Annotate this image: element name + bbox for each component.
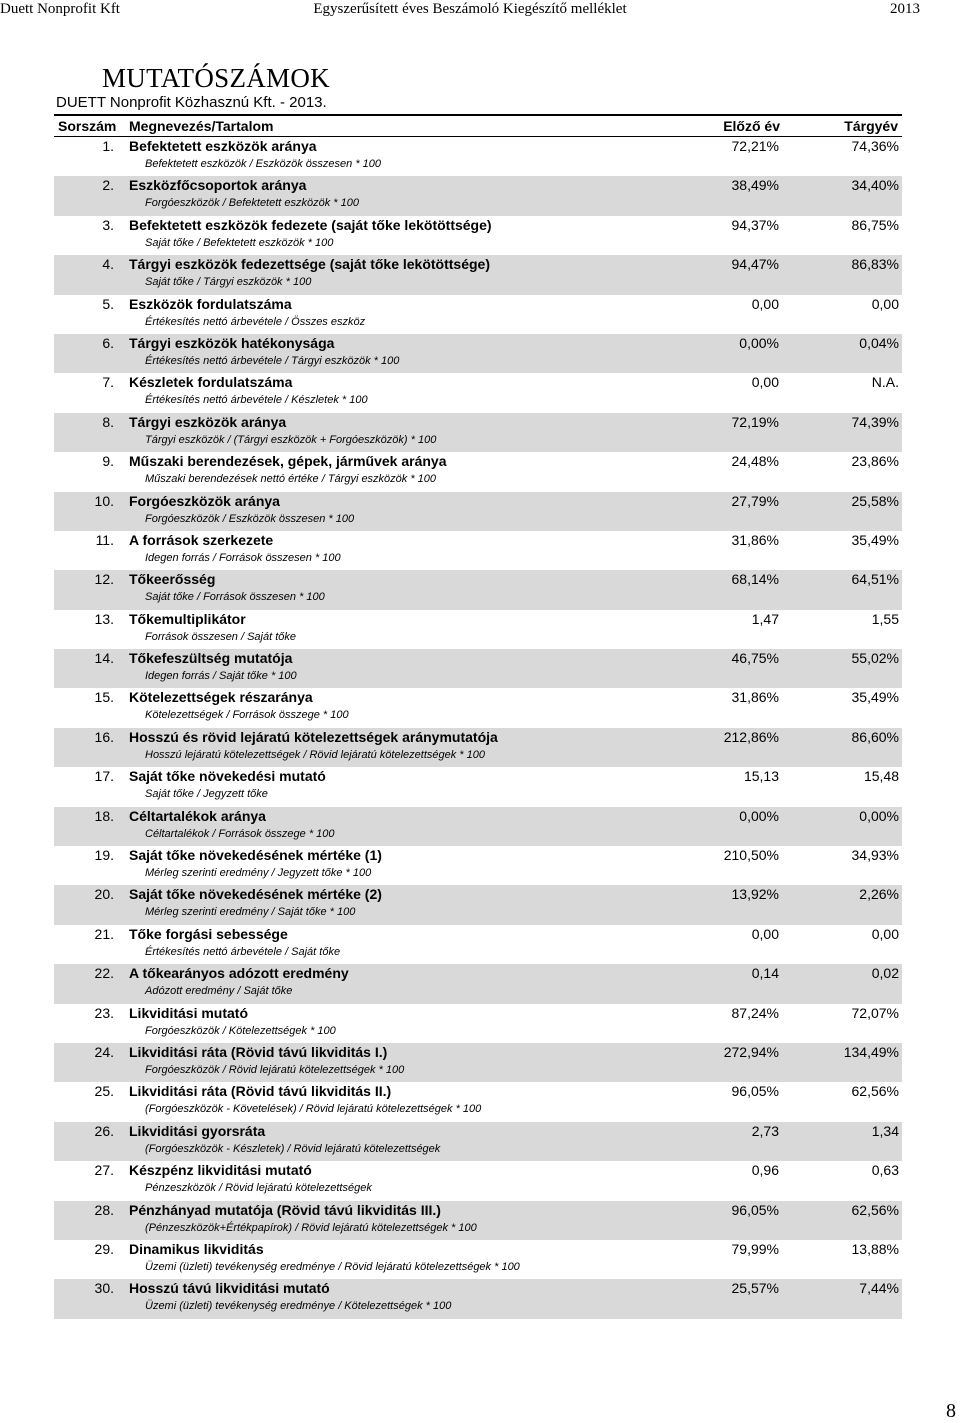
- row-previous-year-value: 2,73: [751, 1122, 779, 1139]
- row-number: 9.: [102, 453, 114, 470]
- row-indicator-name: A források szerkezete: [129, 531, 274, 548]
- row-current-year-value: 62,56%: [851, 1083, 899, 1100]
- row-formula: (Pénzeszközök+Értékpapírok) / Rövid lejáratú kötelezettségek * 100: [145, 1221, 477, 1234]
- row-number: 7.: [102, 374, 114, 391]
- row-current-year-value: 23,86%: [851, 453, 899, 470]
- row-current-year-value: N.A.: [871, 374, 899, 391]
- row-formula: Forgóeszközök / Rövid lejáratú kötelezettségek * 100: [145, 1063, 405, 1076]
- row-previous-year-value: 31,86%: [731, 531, 779, 548]
- row-formula: Forgóeszközök / Befektetett eszközök * 100: [145, 197, 360, 210]
- row-current-year-value: 86,75%: [851, 216, 899, 233]
- row-number: 25.: [94, 1083, 114, 1100]
- table-row: [54, 1082, 902, 1121]
- table-row: [54, 610, 902, 649]
- row-indicator-name: Eszközök fordulatszáma: [129, 295, 292, 312]
- row-formula: Kötelezettségek / Források összege * 100: [145, 709, 349, 722]
- row-previous-year-value: 38,49%: [731, 177, 779, 194]
- row-previous-year-value: 79,99%: [731, 1240, 779, 1257]
- row-indicator-name: Készletek fordulatszáma: [129, 374, 293, 391]
- row-formula: Forgóeszközök / Kötelezettségek * 100: [145, 1024, 336, 1037]
- table-row: [54, 216, 902, 255]
- page-title: MUTATÓSZÁMOK: [102, 63, 330, 93]
- row-indicator-name: Tárgyi eszközök fedezettsége (saját tőke lekötöttsége): [129, 256, 490, 273]
- row-indicator-name: Befektetett eszközök aránya: [129, 138, 317, 154]
- row-current-year-value: 55,02%: [851, 650, 899, 667]
- page-number: 8: [946, 1400, 956, 1422]
- row-previous-year-value: 0,00: [751, 925, 779, 942]
- table-row: [54, 492, 902, 531]
- table-row: [54, 413, 902, 452]
- row-formula: Üzemi (üzleti) tevékenység eredménye / Rövid lejáratú kötelezettségek * 100: [145, 1260, 520, 1273]
- table-row: [54, 1043, 902, 1082]
- table-row: [54, 1161, 902, 1200]
- row-indicator-name: Saját tőke növekedésének mértéke (1): [129, 847, 382, 864]
- row-number: 15.: [94, 689, 114, 706]
- table-row: [54, 1279, 902, 1318]
- header-left-company: Duett Nonprofit Kft: [0, 1, 120, 17]
- row-previous-year-value: 0,14: [751, 965, 779, 982]
- row-previous-year-value: 13,92%: [731, 886, 779, 903]
- table-row: [54, 964, 902, 1003]
- row-formula: Adózott eredmény / Saját tőke: [145, 985, 293, 998]
- table-header: [54, 114, 902, 137]
- row-indicator-name: Hosszú távú likviditási mutató: [129, 1280, 330, 1297]
- table-row: [54, 176, 902, 215]
- row-previous-year-value: 0,00: [751, 295, 779, 312]
- row-current-year-value: 15,48: [863, 768, 899, 785]
- row-number: 2.: [102, 177, 114, 194]
- row-current-year-value: 64,51%: [851, 571, 899, 588]
- table-row: [54, 1122, 902, 1161]
- row-previous-year-value: 0,00%: [739, 334, 779, 351]
- row-current-year-value: 134,49%: [843, 1043, 899, 1060]
- row-number: 12.: [94, 571, 114, 588]
- row-indicator-name: Kötelezettségek részaránya: [129, 689, 313, 706]
- row-current-year-value: 62,56%: [851, 1201, 899, 1218]
- row-indicator-name: Forgóeszközök aránya: [129, 492, 280, 509]
- row-indicator-name: Tárgyi eszközök hatékonysága: [129, 334, 335, 351]
- row-number: 1.: [102, 138, 114, 154]
- row-previous-year-value: 72,21%: [731, 138, 779, 154]
- row-indicator-name: Céltartalékok aránya: [129, 807, 266, 824]
- row-formula: Céltartalékok / Források összege * 100: [145, 827, 335, 840]
- table-row: [54, 807, 902, 846]
- row-number: 21.: [94, 925, 114, 942]
- row-indicator-name: Saját tőke növekedésének mértéke (2): [129, 886, 382, 903]
- row-indicator-name: Hosszú és rövid lejáratú kötelezettségek aránymutatója: [129, 728, 498, 745]
- row-number: 26.: [94, 1122, 114, 1139]
- row-formula: Saját tőke / Jegyzett tőke: [145, 788, 268, 801]
- row-number: 30.: [94, 1280, 114, 1297]
- row-indicator-name: A tőkearányos adózott eredmény: [129, 965, 349, 982]
- row-indicator-name: Befektetett eszközök fedezete (saját tőke lekötöttsége): [129, 216, 492, 233]
- row-current-year-value: 34,93%: [851, 847, 899, 864]
- company-title: DUETT Nonprofit Közhasznú Kft. - 2013.: [56, 94, 327, 111]
- row-formula: Idegen forrás / Források összesen * 100: [145, 551, 341, 564]
- row-previous-year-value: 212,86%: [723, 728, 779, 745]
- row-formula: Befektetett eszközök / Eszközök összesen * 100: [145, 158, 382, 170]
- row-previous-year-value: 46,75%: [731, 650, 779, 667]
- table-row: [54, 1004, 902, 1043]
- row-previous-year-value: 210,50%: [723, 847, 779, 864]
- row-current-year-value: 34,40%: [851, 177, 899, 194]
- row-previous-year-value: 72,19%: [731, 413, 779, 430]
- table-row: [54, 688, 902, 727]
- row-previous-year-value: 96,05%: [731, 1083, 779, 1100]
- row-indicator-name: Tárgyi eszközök aránya: [129, 413, 287, 430]
- row-current-year-value: 0,00: [871, 295, 899, 312]
- row-number: 4.: [102, 256, 114, 273]
- table-row: [54, 531, 902, 570]
- row-current-year-value: 86,60%: [851, 728, 899, 745]
- row-number: 29.: [94, 1240, 114, 1257]
- row-current-year-value: 0,00: [871, 925, 899, 942]
- row-indicator-name: Tőkeerősség: [129, 571, 216, 588]
- row-formula: Pénzeszközök / Rövid lejáratú kötelezettségek: [145, 1182, 372, 1195]
- row-number: 6.: [102, 334, 114, 351]
- row-formula: Idegen forrás / Saját tőke * 100: [145, 670, 297, 683]
- row-current-year-value: 0,04%: [859, 334, 899, 351]
- row-number: 24.: [94, 1043, 114, 1060]
- row-previous-year-value: 68,14%: [731, 571, 779, 588]
- row-previous-year-value: 31,86%: [731, 689, 779, 706]
- row-formula: Mérleg szerinti eredmény / Jegyzett tőke * 100: [145, 867, 372, 880]
- indicators-table: [54, 114, 902, 1319]
- row-current-year-value: 86,83%: [851, 256, 899, 273]
- row-indicator-name: Saját tőke növekedési mutató: [129, 768, 326, 785]
- row-previous-year-value: 94,47%: [731, 256, 779, 273]
- row-indicator-name: Tőkefeszültség mutatója: [129, 650, 293, 667]
- row-number: 28.: [94, 1201, 114, 1218]
- table-row: [54, 1240, 902, 1279]
- row-number: 13.: [94, 610, 114, 627]
- table-row: [54, 373, 902, 412]
- row-formula: Értékesítés nettó árbevétele / Tárgyi eszközök * 100: [145, 354, 400, 367]
- table-row: [54, 570, 902, 609]
- header-right-year: 2013: [890, 1, 920, 17]
- table-row: [54, 137, 902, 176]
- header-center-title: Egyszerűsített éves Beszámoló Kiegészítő melléklet: [313, 1, 627, 17]
- row-formula: Értékesítés nettó árbevétele / Összes eszköz: [145, 315, 366, 328]
- row-current-year-value: 35,49%: [851, 689, 899, 706]
- row-indicator-name: Tőkemultiplikátor: [129, 610, 246, 627]
- table-row: [54, 295, 902, 334]
- row-formula: Saját tőke / Befektetett eszközök * 100: [145, 236, 334, 249]
- row-number: 3.: [102, 216, 114, 233]
- row-indicator-name: Műszaki berendezések, gépek, járművek aránya: [129, 453, 447, 470]
- row-previous-year-value: 87,24%: [731, 1004, 779, 1021]
- row-formula: Forgóeszközök / Eszközök összesen * 100: [145, 512, 355, 525]
- row-current-year-value: 0,02: [871, 965, 899, 982]
- row-current-year-value: 1,34: [871, 1122, 899, 1139]
- column-header-current-year: Tárgyév: [844, 118, 898, 134]
- table-row: [54, 1201, 902, 1240]
- row-current-year-value: 72,07%: [851, 1004, 899, 1021]
- row-formula: (Forgóeszközök - Készletek) / Rövid lejáratú kötelezettségek: [145, 1142, 441, 1155]
- table-row: [54, 767, 902, 806]
- row-previous-year-value: 272,94%: [723, 1043, 779, 1060]
- table-row: [54, 885, 902, 924]
- row-previous-year-value: 25,57%: [731, 1280, 779, 1297]
- row-current-year-value: 0,00%: [859, 807, 899, 824]
- row-number: 5.: [102, 295, 114, 312]
- table-row: [54, 255, 902, 294]
- row-current-year-value: 74,36%: [851, 138, 899, 154]
- row-current-year-value: 7,44%: [859, 1280, 899, 1297]
- column-header-previous-year: Előző év: [723, 118, 780, 134]
- table-row: [54, 925, 902, 964]
- row-formula: Források összesen / Saját tőke: [145, 630, 297, 643]
- row-number: 23.: [94, 1004, 114, 1021]
- row-number: 22.: [94, 965, 114, 982]
- row-indicator-name: Pénzhányad mutatója (Rövid távú likviditás III.): [129, 1201, 441, 1218]
- row-formula: Értékesítés nettó árbevétele / Készletek * 100: [145, 394, 368, 407]
- row-indicator-name: Likviditási gyorsráta: [129, 1122, 266, 1139]
- row-previous-year-value: 15,13: [743, 768, 779, 785]
- row-current-year-value: 0,63: [871, 1162, 899, 1179]
- row-previous-year-value: 24,48%: [731, 453, 779, 470]
- table-row: [54, 452, 902, 491]
- table-row: [54, 649, 902, 688]
- row-indicator-name: Likviditási ráta (Rövid távú likviditás II.): [129, 1083, 392, 1100]
- row-indicator-name: Készpénz likviditási mutató: [129, 1162, 312, 1179]
- row-number: 18.: [94, 807, 114, 824]
- table-row: [54, 728, 902, 767]
- row-number: 10.: [94, 492, 114, 509]
- row-indicator-name: Eszközfőcsoportok aránya: [129, 177, 307, 194]
- row-number: 20.: [94, 886, 114, 903]
- row-formula: (Forgóeszközök - Követelések) / Rövid lejáratú kötelezettségek * 100: [145, 1103, 482, 1116]
- row-number: 16.: [94, 728, 114, 745]
- row-current-year-value: 2,26%: [859, 886, 899, 903]
- row-indicator-name: Likviditási mutató: [129, 1004, 249, 1021]
- row-formula: Mérleg szerinti eredmény / Saját tőke * 100: [145, 906, 356, 919]
- row-current-year-value: 35,49%: [851, 531, 899, 548]
- row-indicator-name: Dinamikus likviditás: [129, 1240, 264, 1257]
- row-previous-year-value: 0,96: [751, 1162, 779, 1179]
- row-formula: Saját tőke / Források összesen * 100: [145, 591, 325, 604]
- row-previous-year-value: 94,37%: [731, 216, 779, 233]
- column-header-name: Megnevezés/Tartalom: [129, 118, 274, 134]
- row-previous-year-value: 27,79%: [731, 492, 779, 509]
- row-previous-year-value: 1,47: [751, 610, 779, 627]
- row-indicator-name: Likviditási ráta (Rövid távú likviditás I.): [129, 1043, 388, 1060]
- row-previous-year-value: 0,00%: [739, 807, 779, 824]
- row-number: 14.: [94, 650, 114, 667]
- row-number: 19.: [94, 847, 114, 864]
- table-body: [54, 137, 902, 1319]
- column-header-number: Sorszám: [58, 118, 117, 134]
- row-formula: Üzemi (üzleti) tevékenység eredménye / Kötelezettségek * 100: [145, 1300, 452, 1313]
- row-current-year-value: 13,88%: [851, 1240, 899, 1257]
- row-current-year-value: 1,55: [871, 610, 899, 627]
- row-current-year-value: 74,39%: [851, 413, 899, 430]
- row-previous-year-value: 0,00: [751, 374, 779, 391]
- row-number: 8.: [102, 413, 114, 430]
- row-number: 11.: [95, 531, 114, 548]
- row-formula: Hosszú lejáratú kötelezettségek / Rövid lejáratú kötelezettségek * 100: [145, 748, 485, 761]
- row-formula: Saját tőke / Tárgyi eszközök * 100: [145, 276, 312, 289]
- row-current-year-value: 25,58%: [851, 492, 899, 509]
- row-number: 27.: [94, 1162, 114, 1179]
- row-number: 17.: [94, 768, 114, 785]
- row-formula: Műszaki berendezések nettó értéke / Tárgyi eszközök * 100: [145, 473, 437, 486]
- row-previous-year-value: 96,05%: [731, 1201, 779, 1218]
- row-formula: Tárgyi eszközök / (Tárgyi eszközök + Forgóeszközök) * 100: [145, 433, 437, 446]
- table-row: [54, 334, 902, 373]
- table-row: [54, 846, 902, 885]
- row-indicator-name: Tőke forgási sebessége: [129, 925, 288, 942]
- row-formula: Értékesítés nettó árbevétele / Saját tőke: [145, 945, 341, 958]
